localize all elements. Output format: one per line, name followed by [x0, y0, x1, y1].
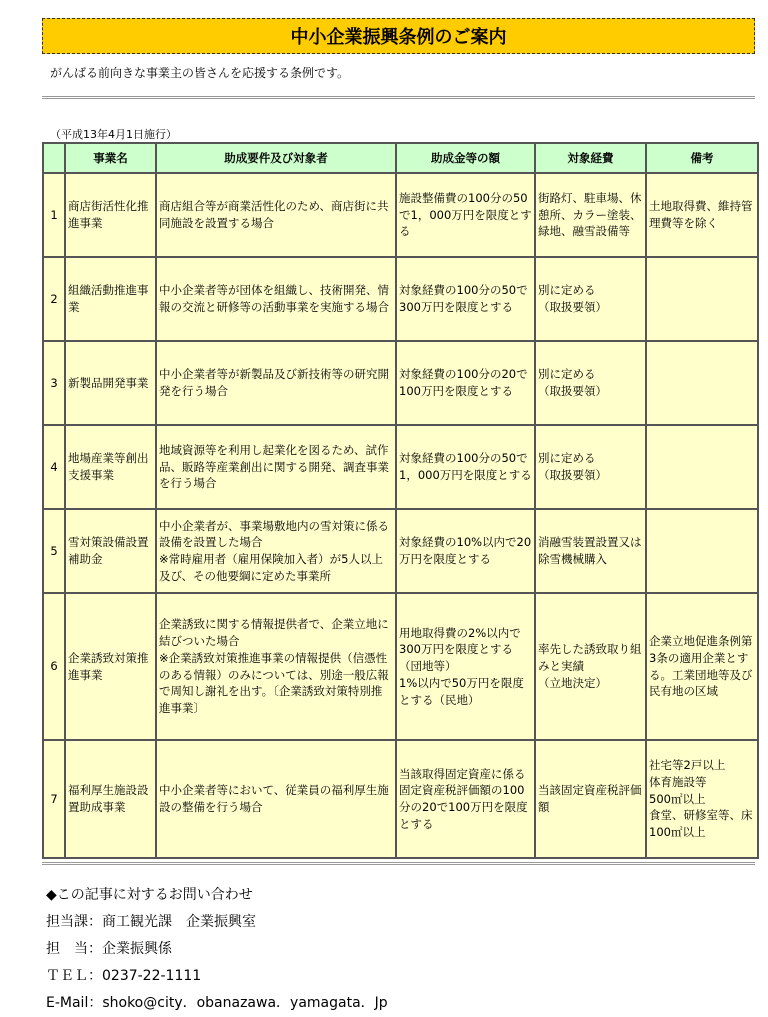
subsidy-amount-cell: 当該取得固定資産に係る固定資産税評価額の100分の20で100万円を限度とする: [396, 740, 535, 858]
bottom-divider: [42, 862, 755, 865]
table-row: [43, 425, 758, 509]
header-requirements: 助成要件及び対象者: [156, 143, 396, 173]
row-number-cell: 7: [43, 740, 65, 858]
remarks-cell: [646, 341, 758, 425]
eligible-expenses-cell: 当該固定資産税評価額: [535, 740, 646, 858]
contact-person: 担 当：企業振興係: [46, 941, 172, 957]
project-name-cell: 企業誘致対策推進事業: [65, 593, 156, 740]
eligible-expenses-cell: 消融雪装置設置又は除雪機械購入: [535, 509, 646, 593]
contact-section: [46, 882, 388, 1017]
remarks-cell: 企業立地促進条例第3条の適用企業とする。工業団地等及び民有地の区域: [646, 593, 758, 740]
project-name-cell: 雪対策設備設置補助金: [65, 509, 156, 593]
remarks-cell: 土地取得費、維持管理費等を除く: [646, 173, 758, 257]
subsidy-amount-cell: 対象経費の10%以内で20万円を限度とする: [396, 509, 535, 593]
remarks-cell: [646, 509, 758, 593]
header-amount: 助成金等の額: [396, 143, 535, 173]
row-number-cell: 2: [43, 257, 65, 341]
remarks-cell: [646, 257, 758, 341]
row-number-cell: 6: [43, 593, 65, 740]
eligible-expenses-cell: 別に定める （取扱要領）: [535, 257, 646, 341]
table-row: [43, 509, 758, 593]
page-title-text: 中小企業振興条例のご案内: [290, 27, 507, 48]
eligible-expenses-cell: 別に定める （取扱要領）: [535, 341, 646, 425]
subsidy-amount-cell: 対象経費の100分の20で100万円を限度とする: [396, 341, 535, 425]
remarks-cell: 社宅等2戸以上 体育施設等 500㎡以上 食堂、研修室等、床100㎡以上: [646, 740, 758, 858]
project-name-cell: 商店街活性化推進事業: [65, 173, 156, 257]
requirements-cell: 商店組合等が商業活性化のため、商店街に共同施設を設置する場合: [156, 173, 396, 257]
project-name-cell: 地場産業等創出支援事業: [65, 425, 156, 509]
contact-heading: ◆この記事に対するお問い合わせ: [46, 887, 253, 903]
header-project-name: 事業名: [65, 143, 156, 173]
table-row: [43, 341, 758, 425]
eligible-expenses-cell: 別に定める （取扱要領）: [535, 425, 646, 509]
requirements-cell: 中小企業者等において、従業員の福利厚生施設の整備を行う場合: [156, 740, 396, 858]
row-number-cell: 3: [43, 341, 65, 425]
table-row: [43, 257, 758, 341]
row-number-cell: 4: [43, 425, 65, 509]
project-name-cell: 福利厚生施設設置助成事業: [65, 740, 156, 858]
contact-department: 担当課：商工観光課 企業振興室: [46, 914, 256, 930]
header-remarks: 備考: [646, 143, 758, 173]
requirements-cell: 企業誘致に関する情報提供者で、企業立地に結びついた場合 ※企業誘致対策推進事業の情報提供（信憑性のある情報）のみについては、別途一般広報で周知し謝礼を出す。〔企業誘致対策特別推進事業〕: [156, 593, 396, 740]
enactment-date: （平成13年4月1日施行）: [50, 128, 177, 141]
table-row: [43, 740, 758, 858]
subsidy-amount-cell: 対象経費の100分の50で1，000万円を限度とする: [396, 425, 535, 509]
table-header-row: [43, 143, 758, 173]
requirements-cell: 中小企業者が、事業場敷地内の雪対策に係る設備を設置した場合 ※常時雇用者（雇用保険加入者）が5人以上及び、その他要綱に定めた事業所: [156, 509, 396, 593]
subsidy-amount-cell: 対象経費の100分の50で300万円を限度とする: [396, 257, 535, 341]
table-row: [43, 173, 758, 257]
requirements-cell: 中小企業者等が新製品及び新技術等の研究開発を行う場合: [156, 341, 396, 425]
requirements-cell: 地域資源等を利用し起業化を図るため、試作品、販路等産業創出に関する開発、調査事業を行う場合: [156, 425, 396, 509]
table-row: [43, 593, 758, 740]
row-number-cell: 1: [43, 173, 65, 257]
header-expenses: 対象経費: [535, 143, 646, 173]
page-title: [42, 18, 755, 54]
eligible-expenses-cell: 街路灯、駐車場、休憩所、カラー塗装、緑地、融雪設備等: [535, 173, 646, 257]
project-name-cell: 新製品開発事業: [65, 341, 156, 425]
eligible-expenses-cell: 率先した誘致取り組みと実績 （立地決定）: [535, 593, 646, 740]
subsidy-amount-cell: 施設整備費の100分の50で1，000万円を限度とする: [396, 173, 535, 257]
contact-tel: ＴＥＬ：0237-22-1111: [46, 968, 202, 984]
contact-email[interactable]: E-Mail：shoko@city．obanazawa．yamagata．Jp: [46, 995, 388, 1011]
intro-text: がんばる前向きな事業主の皆さんを応援する条例です。: [50, 66, 350, 80]
header-number: [43, 143, 65, 173]
requirements-cell: 中小企業者等が団体を組織し、技術開発、情報の交流と研修等の活動事業を実施する場合: [156, 257, 396, 341]
row-number-cell: 5: [43, 509, 65, 593]
top-divider: [42, 96, 755, 99]
subsidy-table: [42, 142, 759, 859]
subsidy-amount-cell: 用地取得費の2%以内で300万円を限度とする（団地等） 1%以内で50万円を限度とする（民地）: [396, 593, 535, 740]
remarks-cell: [646, 425, 758, 509]
project-name-cell: 組織活動推進事業: [65, 257, 156, 341]
